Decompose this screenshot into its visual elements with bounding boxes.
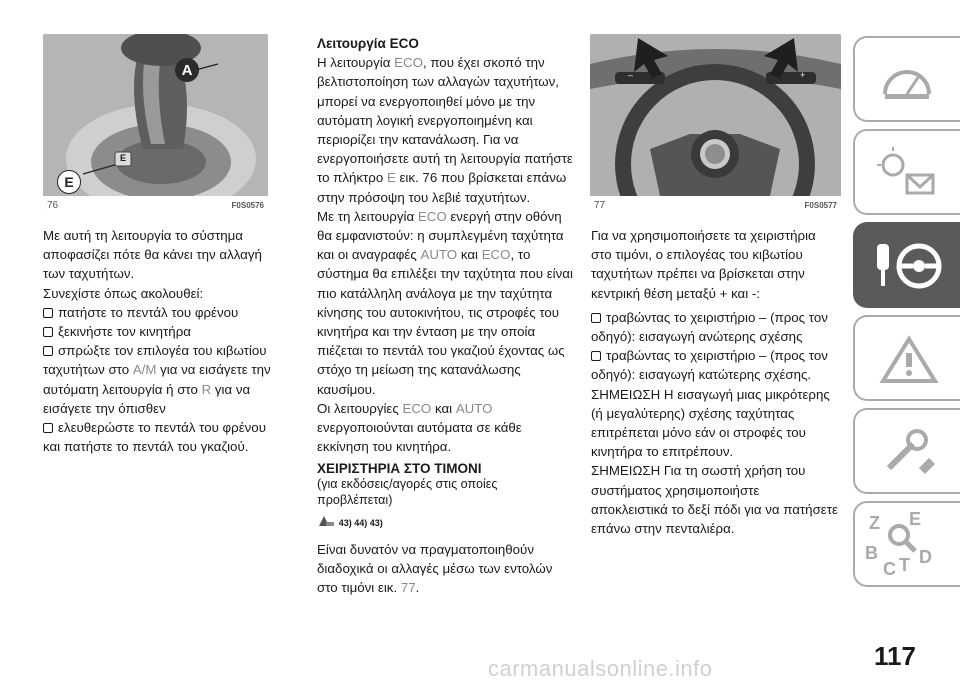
figure-steering-wheel [590,34,841,214]
index-letter: Z [869,513,880,533]
figure-number: 76 [47,199,59,211]
svg-text:+: + [800,70,806,80]
warning-hand-icon [317,514,335,528]
index-letter: C [883,559,896,579]
warning-reference: 43) 44) 43) [317,512,575,533]
svg-text:–: – [628,70,634,80]
bullet-icon [43,308,53,318]
watermark: carmanualsonline.info [488,656,713,681]
figure-code: F0S0576 [231,200,264,210]
index-letter: T [899,555,910,575]
paragraph: ΣΗΜΕΙΩΣΗ Η εισαγωγή μιας μικρότερης (ή μεγαλύτερης) σχέσης ταχύτητας επιτρέπεται μόνο εάν οι στροφές του κινητήρα το επιτρέπουν. [591,386,830,460]
tab-index[interactable] [853,501,960,587]
paragraph: Συνεχίστε όπως ακολουθεί: [43,285,204,301]
paragraph: ΣΗΜΕΙΩΣΗ Για τη σωστή χρήση του συστήματος χρησιμοποιήστε αποκλειστικά το δεξί πόδι για να πατήσετε επάνω στην πενταλιέρα. [591,463,838,537]
section-heading: ΧΕΙΡΙΣΤΗΡΙΑ ΣΤΟ ΤΙΜΟΝΙ [317,461,482,477]
warning-light-icon [873,145,943,200]
index-letter: D [919,547,932,567]
list-item: ξεκινήστε τον κινητήρα [43,322,281,341]
button-e-label: E [120,153,127,163]
figure-caption [590,196,841,214]
section-subtitle: (για εκδόσεις/αγορές στις οποίες προβλέπεται) [317,477,498,508]
tab-maintenance[interactable] [853,408,960,494]
gear-selector-illustration [43,34,268,196]
figure-gear-selector [43,34,268,214]
bullet-icon [591,351,601,361]
key-and-steering-wheel-icon [873,238,943,293]
bullet-icon [591,313,601,323]
list-item: τραβώντας το χειριστήριο – (προς τον οδηγό): εισαγωγή κατώτερης σχέσης. [591,348,828,383]
bullet-icon [43,327,53,337]
warning-triangle-icon [879,335,939,385]
paragraph: Η λειτουργία ECO, που έχει σκοπό την βελτιστοποίηση των αλλαγών ταχυτήτων, μπορεί να ενεργοποιηθεί μόνο με την αυτόματη λογική ενεργοποιημένη και περιορίζει την κατανάλωση. Για να ενεργοποιήσετε αυτή τη λειτουργία πατήστε το πλήκτρο E εικ. 76 που βρίσκεται επάνω στην πρόσοψη του λεβιέ ταχυτήτων. [317,55,573,205]
tab-emergency[interactable] [853,315,960,401]
paragraph: Με τη λειτουργία ECO ενεργή στην οθόνη θα εμφανιστούν: η συμπλεγμένη ταχύτητα και οι αναγραφές AUTO και ECO, το σύστημα θα επιλέξει την ταχύτητα που είναι πιο κατάλληλη ανάλογα με την ταχύτητα κίνησης του αυτοκινήτου, τις στροφές του κινητήρα και την ένταση με την οποία πιέζεται το πεντάλ του γκαζιού έχοντας ως στόχο τη μείωση της κατανάλωσης καυσίμου. [317,208,573,397]
list-item: σπρώξτε τον επιλογέα του κιβωτίου ταχυτήτων στο A/M για να εισάγετε την αυτόματη λειτουργία ή στο R για να εισάγετε την όπισθεν [43,343,271,416]
figure-code: F0S0577 [804,200,837,210]
steering-wheel-illustration [590,34,841,196]
tab-safety[interactable] [853,129,960,215]
index-letter: E [909,509,922,529]
page-number: 117 [874,641,916,671]
left-column [43,226,281,456]
tab-driving[interactable] [853,222,960,308]
figure-caption [43,196,268,214]
callout-a: A [175,58,199,82]
callout-e: E [57,170,81,194]
tab-dashboard[interactable] [853,36,960,122]
right-column [591,226,839,538]
bullet-icon [43,423,53,433]
index-letter: B [865,543,878,563]
paragraph: Για να χρησιμοποιήσετε τα χειριστήρια στο τιμόνι, ο επιλογέας του κιβωτίου ταχυτήτων πρέπει να βρίσκεται στην κεντρική θέση μεταξύ + και -: [591,228,816,301]
paragraph: Είναι δυνατόν να πραγματοποιηθούν διαδοχικά οι αλλαγές μέσω των εντολών στο τιμόνι εικ. 77. [317,541,553,596]
section-heading: Λειτουργία ECO [317,36,419,51]
magnifier-icon [885,521,919,555]
figure-number: 77 [594,199,606,211]
paragraph: Με αυτή τη λειτουργία το σύστημα αποφασίζει πότε θα κάνει την αλλαγή των ταχυτήτων. [43,228,262,282]
speedometer-icon [877,54,937,104]
bullet-icon [43,346,53,356]
list-item: τραβώντας το χειριστήριο – (προς τον οδηγό): εισαγωγή ανώτερης σχέσης [591,309,828,345]
list-item: ελευθερώστε το πεντάλ του φρένου και πατήστε το πεντάλ του γκαζιού. [43,420,266,455]
middle-column [317,34,575,597]
list-item: πατήστε το πεντάλ του φρένου [43,303,281,322]
tools-icon [879,428,939,478]
paragraph: Οι λειτουργίες ECO και AUTO ενεργοποιούνται αυτόματα σε κάθε εκκίνηση του κινητήρα. [317,400,522,455]
